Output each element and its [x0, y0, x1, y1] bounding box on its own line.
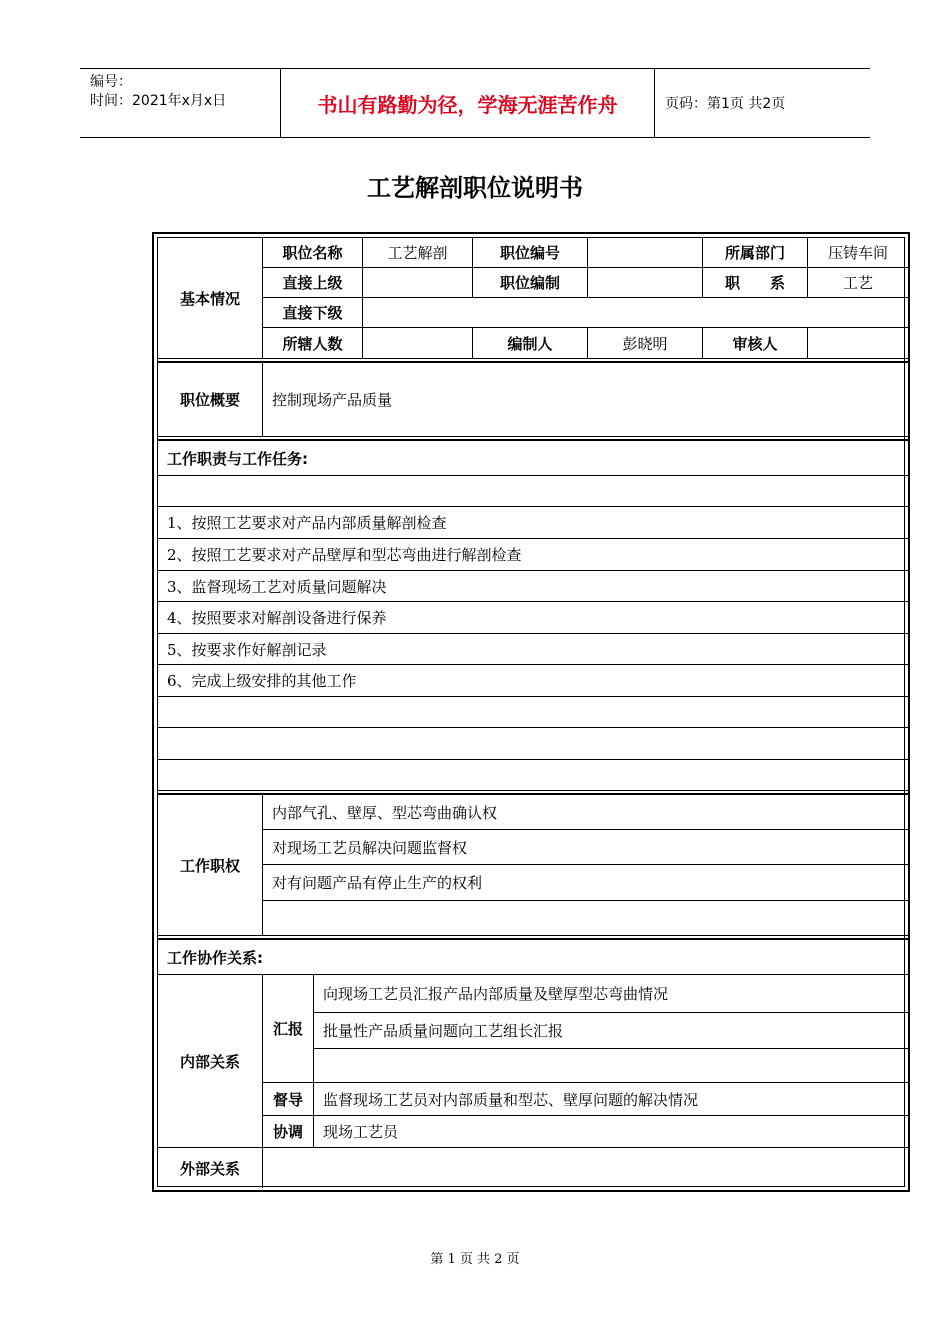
headcount-label: 职位编制 [473, 268, 588, 298]
authority-row: 对现场工艺员解决问题监督权 [263, 830, 908, 865]
job-description-form [152, 232, 910, 1192]
supervise-label: 督导 [263, 1083, 314, 1116]
managed-label: 所辖人数 [263, 328, 363, 359]
duty-row [158, 760, 908, 791]
duties-label: 工作职责与工作任务: [158, 439, 908, 476]
authority-row [263, 901, 908, 936]
position-name-label: 职位名称 [263, 238, 363, 268]
external-relations-label: 外部关系 [158, 1148, 263, 1188]
position-name-value: 工艺解剖 [363, 238, 473, 268]
external-relations-value [263, 1148, 908, 1188]
subordinate-label: 直接下级 [263, 298, 363, 328]
duty-row [158, 697, 908, 728]
headcount-value [588, 268, 703, 298]
header-meta [80, 69, 281, 137]
report-row: 向现场工艺员汇报产品内部质量及壁厚型芯弯曲情况 [314, 975, 908, 1013]
header-number: 编号： [90, 74, 132, 90]
superior-label: 直接上级 [263, 268, 363, 298]
duty-row: 1、按照工艺要求对产品内部质量解剖检查 [158, 507, 908, 539]
page-header [80, 68, 870, 138]
reviewer-value [808, 328, 908, 359]
basic-section-label: 基本情况 [158, 238, 263, 359]
authority-row: 对有问题产品有停止生产的权利 [263, 865, 908, 901]
duty-row: 6、完成上级安排的其他工作 [158, 665, 908, 697]
author-label: 编制人 [473, 328, 588, 359]
duty-row [158, 476, 908, 507]
summary-value: 控制现场产品质量 [263, 361, 908, 437]
position-code-label: 职位编号 [473, 238, 588, 268]
subordinate-value [363, 298, 908, 328]
page-footer: 第 1 页 共 2 页 [430, 1252, 520, 1267]
coordinate-label: 协调 [263, 1116, 314, 1148]
series-value: 工艺 [808, 268, 908, 298]
department-label: 所属部门 [703, 238, 808, 268]
authority-row: 内部气孔、壁厚、型芯弯曲确认权 [263, 793, 908, 830]
header-page-info: 页码：第1页 共2页 [665, 96, 786, 112]
report-row [314, 1049, 908, 1083]
supervise-value: 监督现场工艺员对内部质量和型芯、壁厚问题的解决情况 [314, 1083, 908, 1116]
superior-value [363, 268, 473, 298]
header-motto: 书山有路勤为径，学海无涯苦作舟 [281, 69, 655, 137]
internal-relations-label: 内部关系 [158, 975, 263, 1148]
authority-label: 工作职权 [158, 793, 263, 936]
form-inner-border [157, 237, 905, 1187]
report-row: 批量性产品质量问题向工艺组长汇报 [314, 1013, 908, 1049]
author-value: 彭晓明 [588, 328, 703, 359]
duty-row [158, 728, 908, 760]
report-label: 汇报 [263, 975, 314, 1083]
position-code-value [588, 238, 703, 268]
header-time: 时间：2021年x月x日 [90, 93, 227, 109]
series-label: 职 系 [703, 268, 808, 298]
duty-row: 3、监督现场工艺对质量问题解决 [158, 571, 908, 602]
document-title: 工艺解剖职位说明书 [367, 174, 583, 202]
coordinate-value: 现场工艺员 [314, 1116, 908, 1148]
duty-row: 4、按照要求对解剖设备进行保养 [158, 602, 908, 634]
duty-row: 5、按要求作好解剖记录 [158, 634, 908, 665]
reviewer-label: 审核人 [703, 328, 808, 359]
managed-value [363, 328, 473, 359]
summary-label: 职位概要 [158, 361, 263, 437]
relations-label: 工作协作关系: [158, 938, 908, 975]
department-value: 压铸车间 [808, 238, 908, 268]
duty-row: 2、按照工艺要求对产品壁厚和型芯弯曲进行解剖检查 [158, 539, 908, 571]
